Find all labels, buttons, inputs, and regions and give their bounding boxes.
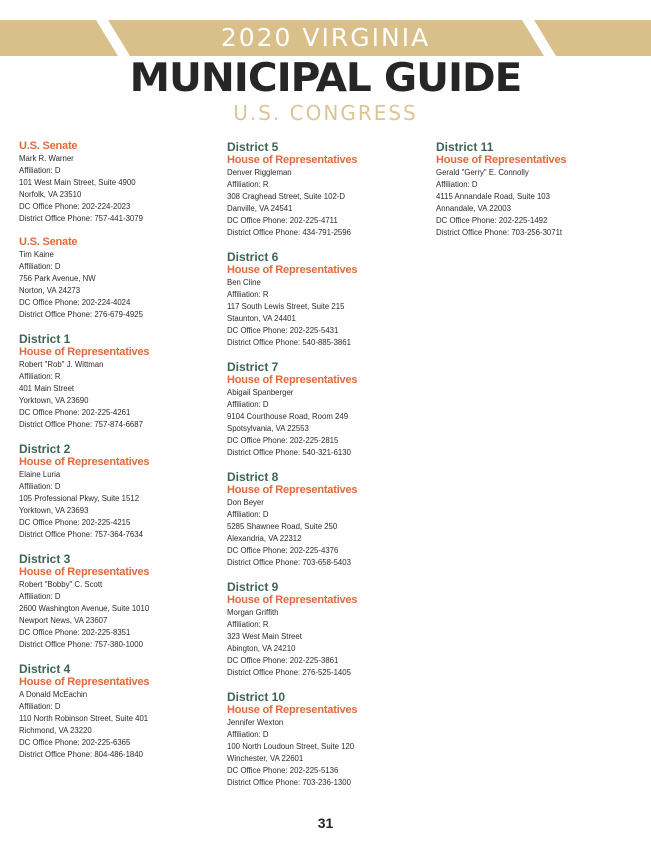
entry-name: Mark R. Warner — [19, 154, 74, 163]
entry-affiliation: Affiliation: D — [19, 702, 61, 711]
entry-affiliation: Affiliation: D — [436, 180, 478, 189]
entry-dc-phone: DC Office Phone: 202-225-8351 — [19, 628, 131, 637]
representative-entry — [227, 360, 432, 459]
seat-title: House of Representatives — [19, 346, 150, 358]
entry-address1: 100 North Loudoun Street, Suite 120 — [227, 742, 355, 751]
page-number: 31 — [317, 815, 334, 831]
entry-affiliation: Affiliation: D — [19, 262, 61, 271]
seat-title: U.S. Senate — [19, 140, 78, 152]
entry-dc-phone: DC Office Phone: 202-225-5136 — [227, 766, 339, 775]
entry-name: Elaine Luria — [19, 470, 61, 479]
seat-title: House of Representatives — [227, 374, 358, 386]
entry-address1: 105 Professional Pkwy, Suite 1512 — [19, 494, 140, 503]
entry-address2: Newport News, VA 23607 — [19, 616, 108, 625]
district-heading: District 7 — [227, 360, 279, 374]
entry-address2: Richmond, VA 23220 — [19, 726, 92, 735]
entry-address2: Danville, VA 24541 — [227, 204, 293, 213]
entry-dc-phone: DC Office Phone: 202-225-4711 — [227, 216, 338, 225]
entry-name: Don Beyer — [227, 498, 264, 507]
entry-affiliation: Affiliation: D — [227, 510, 269, 519]
entry-address1: 401 Main Street — [19, 384, 75, 393]
column-2 — [227, 140, 432, 800]
entry-address2: Norton, VA 24273 — [19, 286, 81, 295]
entry-dc-phone: DC Office Phone: 202-225-6365 — [19, 738, 131, 747]
entry-district-phone: District Office Phone: 757-364-7634 — [19, 530, 143, 539]
column-3 — [436, 140, 641, 250]
entry-address1: 323 West Main Street — [227, 632, 302, 641]
entry-affiliation: Affiliation: D — [227, 730, 269, 739]
entry-dc-phone: DC Office Phone: 202-225-2815 — [227, 436, 339, 445]
entry-name: Denver Riggleman — [227, 168, 292, 177]
entry-address2: Abington, VA 24210 — [227, 644, 296, 653]
district-heading: District 11 — [436, 140, 494, 154]
seat-title: House of Representatives — [227, 704, 358, 716]
entry-district-phone: District Office Phone: 703-256-3071t — [436, 228, 563, 237]
district-heading: District 8 — [227, 470, 279, 484]
entry-name: Morgan Griffith — [227, 608, 279, 617]
header-banner — [0, 20, 651, 56]
representative-entry — [227, 140, 432, 239]
district-heading: District 10 — [227, 690, 286, 704]
entry-address1: 110 North Robinson Street, Suite 401 — [19, 714, 149, 723]
entry-affiliation: Affiliation: D — [19, 482, 61, 491]
entry-address1: 9104 Courthouse Road, Room 249 — [227, 412, 349, 421]
representative-entry — [227, 470, 432, 569]
district-heading: District 6 — [227, 250, 279, 264]
entry-affiliation: Affiliation: D — [19, 592, 61, 601]
entry-address2: Annandale, VA 22003 — [436, 204, 511, 213]
representative-entry — [227, 580, 432, 679]
district-heading: District 3 — [19, 552, 71, 566]
entry-name: Gerald "Gerry" E. Connolly — [436, 168, 529, 177]
entry-district-phone: District Office Phone: 276-679-4925 — [19, 310, 143, 319]
representative-entry — [19, 662, 224, 761]
representative-entry — [19, 140, 224, 225]
entry-dc-phone: DC Office Phone: 202-224-2023 — [19, 202, 131, 211]
entry-dc-phone: DC Office Phone: 202-225-4215 — [19, 518, 131, 527]
entry-name: Robert "Bobby" C. Scott — [19, 580, 103, 589]
entry-affiliation: Affiliation: D — [227, 400, 269, 409]
entry-dc-phone: DC Office Phone: 202-225-3861 — [227, 656, 339, 665]
entry-address2: Spotsylvania, VA 22553 — [227, 424, 309, 433]
page-subtitle: U.S. CONGRESS — [233, 101, 418, 125]
entry-district-phone: District Office Phone: 703-658-5403 — [227, 558, 351, 567]
seat-title: House of Representatives — [19, 456, 150, 468]
entry-district-phone: District Office Phone: 757-874-6687 — [19, 420, 143, 429]
representative-entry — [19, 552, 224, 651]
seat-title: House of Representatives — [227, 484, 358, 496]
entry-name: Ben Cline — [227, 278, 261, 287]
entry-name: Jennifer Wexton — [227, 718, 284, 727]
banner-title: 2020 VIRGINIA — [220, 23, 431, 52]
entry-affiliation: Affiliation: R — [19, 372, 61, 381]
entry-address2: Alexandria, VA 22312 — [227, 534, 302, 543]
entry-district-phone: District Office Phone: 757-380-1000 — [19, 640, 143, 649]
entry-address1: 308 Craghead Street, Suite 102-D — [227, 192, 346, 201]
entry-address1: 756 Park Avenue, NW — [19, 274, 96, 283]
seat-title: House of Representatives — [227, 594, 358, 606]
district-heading: District 4 — [19, 662, 71, 676]
representative-entry — [227, 250, 432, 349]
seat-title: House of Representatives — [436, 154, 567, 166]
entry-district-phone: District Office Phone: 434-791-2596 — [227, 228, 351, 237]
column-1 — [19, 140, 224, 772]
representative-entry — [227, 690, 432, 789]
entry-name: Robert "Rob" J. Wittman — [19, 360, 104, 369]
entry-address2: Norfolk, VA 23510 — [19, 190, 82, 199]
entry-dc-phone: DC Office Phone: 202-225-1492 — [436, 216, 548, 225]
seat-title: U.S. Senate — [19, 236, 78, 248]
entry-affiliation: Affiliation: R — [227, 180, 269, 189]
entry-district-phone: District Office Phone: 703-236-1300 — [227, 778, 351, 787]
entry-district-phone: District Office Phone: 540-885-3861 — [227, 338, 351, 347]
representative-entry — [19, 236, 224, 321]
district-heading: District 9 — [227, 580, 279, 594]
entry-name: A Donald McEachin — [19, 690, 88, 699]
seat-title: House of Representatives — [19, 566, 150, 578]
entry-address2: Yorktown, VA 23690 — [19, 396, 89, 405]
entry-address1: 2600 Washington Avenue, Suite 1010 — [19, 604, 150, 613]
seat-title: House of Representatives — [19, 676, 150, 688]
page-title: MUNICIPAL GUIDE — [129, 56, 522, 101]
representative-entry — [19, 332, 224, 431]
entry-dc-phone: DC Office Phone: 202-224-4024 — [19, 298, 131, 307]
district-heading: District 1 — [19, 332, 71, 346]
seat-title: House of Representatives — [227, 154, 358, 166]
entry-address2: Winchester, VA 22601 — [227, 754, 304, 763]
entry-address2: Yorktown, VA 23693 — [19, 506, 89, 515]
entry-district-phone: District Office Phone: 757-441-3079 — [19, 214, 143, 223]
representative-entry — [19, 442, 224, 541]
entry-affiliation: Affiliation: R — [227, 620, 269, 629]
entry-address1: 4115 Annandale Road, Suite 103 — [436, 192, 550, 201]
entry-dc-phone: DC Office Phone: 202-225-4376 — [227, 546, 339, 555]
entry-dc-phone: DC Office Phone: 202-225-5431 — [227, 326, 339, 335]
representative-entry — [436, 140, 641, 239]
entry-affiliation: Affiliation: D — [19, 166, 61, 175]
entry-district-phone: District Office Phone: 804-486-1840 — [19, 750, 143, 759]
entry-name: Tim Kaine — [19, 250, 54, 259]
entry-district-phone: District Office Phone: 276-525-1405 — [227, 668, 351, 677]
district-heading: District 5 — [227, 140, 279, 154]
entry-dc-phone: DC Office Phone: 202-225-4261 — [19, 408, 131, 417]
entry-address2: Staunton, VA 24401 — [227, 314, 296, 323]
seat-title: House of Representatives — [227, 264, 358, 276]
entry-name: Abigail Spanberger — [227, 388, 294, 397]
entry-address1: 101 West Main Street, Suite 4900 — [19, 178, 136, 187]
district-heading: District 2 — [19, 442, 71, 456]
entry-affiliation: Affiliation: R — [227, 290, 269, 299]
entry-address1: 5285 Shawnee Road, Suite 250 — [227, 522, 338, 531]
entry-district-phone: District Office Phone: 540-321-6130 — [227, 448, 351, 457]
entry-address1: 117 South Lewis Street, Suite 215 — [227, 302, 345, 311]
